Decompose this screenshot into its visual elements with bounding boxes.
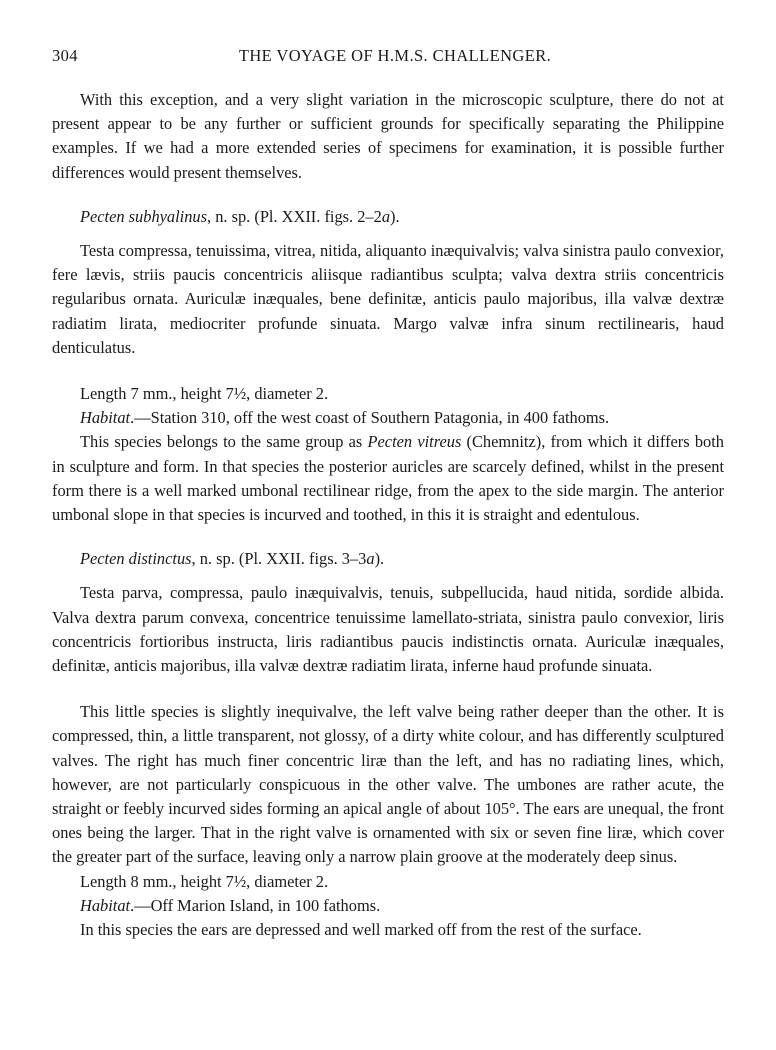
habitat-label: Habitat bbox=[80, 895, 131, 915]
measurements-distinctus: Length 8 mm., height 7½, diameter 2. bbox=[80, 871, 329, 891]
remarks-text-end: (Chemnitz), from which it differs both in sculpture and form. In that species the posterior auricles are scarcely defined, whilst in the present form there is a well marked umbonal rectilinear ridge, from the apex to the side margin. The anterior umbonal slope in that species is incurved and toothed, in this it is straight and edentulous. bbox=[52, 432, 724, 525]
remarks-subhyalinus bbox=[52, 430, 724, 527]
latin-diagnosis-distinctus: Testa parva, compressa, paulo inæquivalvis, tenuis, subpellucida, haud nitida, sordide albida. Valva dextra parum convexa, concentrice tenuissime lamellato-striata, sinistra paulo convexior, liris concentricis fortioribus instructa, liris radiantibus paucis indistinctis ornata. Auriculæ inæquales, definitæ, anticis majoribus, illa valvæ dextræ radiatim lirata, inferne haud profunde sinuata. bbox=[52, 583, 724, 676]
species-heading-subhyalinus bbox=[52, 205, 724, 229]
plate-ref-close: ). bbox=[374, 549, 385, 569]
species-heading-distinctus bbox=[52, 547, 724, 571]
plate-ref-close: ). bbox=[390, 206, 400, 226]
measurements-subhyalinus: Length 7 mm., height 7½, diameter 2. bbox=[80, 384, 329, 404]
habitat-text: .—Station 310, off the west coast of Southern Patagonia, in 400 fathoms. bbox=[130, 408, 610, 428]
habitat-subhyalinus bbox=[52, 406, 724, 430]
species-name: Pecten subhyalinus bbox=[80, 206, 207, 226]
page-body bbox=[52, 88, 724, 942]
habitat-text: .—Off Marion Island, in 100 fathoms. bbox=[130, 895, 381, 915]
habitat-distinctus bbox=[52, 894, 724, 918]
species-plate-ref: , n. sp. (Pl. XXII. figs. 2–2 bbox=[207, 206, 382, 226]
remarks-text-start: This species belongs to the same group as bbox=[80, 432, 368, 452]
compared-species-name: Pecten vitreus bbox=[367, 432, 462, 452]
intro-paragraph: With this exception, and a very slight variation in the microscopic sculpture, there do not at present appear to be any further or sufficient grounds for specifically separating the Philippine examples. If we had a more extended series of specimens for examination, it is possible further differences would present themselves. bbox=[52, 90, 724, 182]
running-title: THE VOYAGE OF H.M.S. CHALLENGER. bbox=[238, 46, 552, 65]
habitat-label: Habitat bbox=[80, 408, 131, 428]
species-name: Pecten distinctus bbox=[80, 549, 192, 569]
figure-letter: a bbox=[381, 206, 391, 226]
page-header bbox=[52, 46, 724, 68]
figure-letter: a bbox=[366, 549, 375, 569]
page-number: 304 bbox=[52, 46, 78, 65]
species-plate-ref: , n. sp. (Pl. XXII. figs. 3–3 bbox=[191, 549, 367, 569]
remarks-distinctus: In this species the ears are depressed and well marked off from the rest of the surface. bbox=[80, 920, 642, 940]
description-distinctus: This little species is slightly inequivalve, the left valve being rather deeper than the other. It is compressed, thin, a little transparent, not glossy, of a dirty white colour, and has differently sculptured valves. The right has much finer concentric liræ than the left, and has no radiating lines, which, however, are not particularly conspicuous in the other valve. The umbones are rather acute, the straight or feebly incurved sides forming an apical angle of about 105°. The ears are unequal, the front ones being the larger. That in the right valve is ornamented with six or seven fine liræ, which cover the greater part of the surface, leaving only a narrow plain groove at the moderately deep sinus. bbox=[52, 702, 724, 867]
latin-diagnosis-subhyalinus: Testa compressa, tenuissima, vitrea, nitida, aliquanto inæquivalvis; valva sinistra paulo convexior, fere lævis, striis paucis concentricis aliisque radiantibus sculpta; valva dextra striis concentricis regularibus ornata. Auriculæ inæquales, bene definitæ, anticis paulo majoribus, illa valvæ dextræ radiatim lirata, mediocriter profunde sinuata. Margo valvæ infra sinum rectilinearis, haud denticulatus. bbox=[52, 241, 724, 357]
